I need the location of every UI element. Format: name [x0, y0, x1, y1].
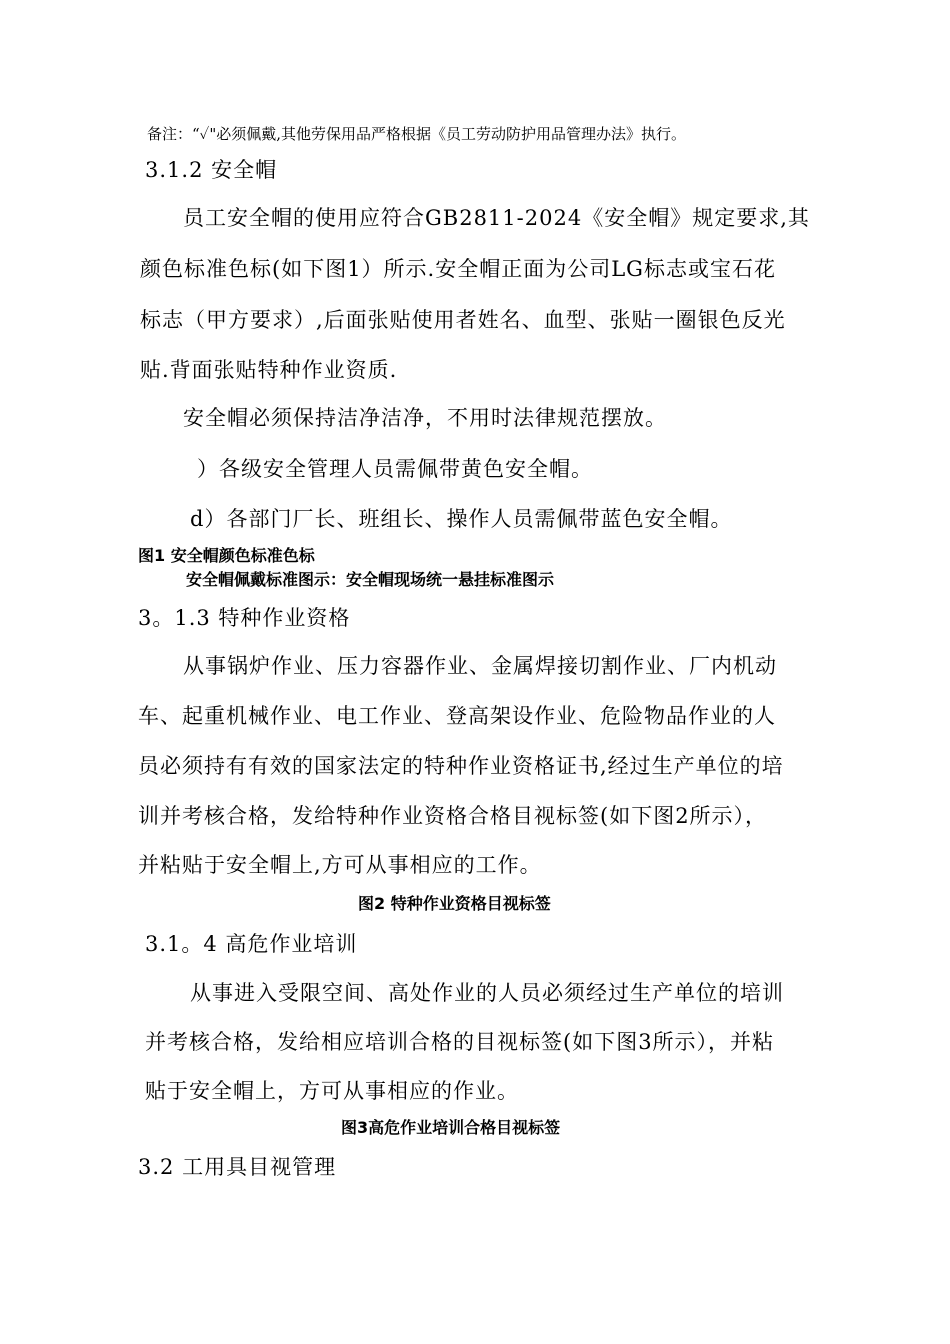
- paragraph-line: 员必须持有有效的国家法定的特种作业资格证书,经过生产单位的培: [138, 754, 784, 778]
- figure-1-subcaption: 安全帽佩戴标准图示：安全帽现场统一悬挂标准图示: [186, 570, 555, 589]
- paragraph-line: 安全帽必须保持洁净洁净，不用时法律规范摆放。: [183, 406, 667, 430]
- section-heading-3-1-2: 3.1.2 安全帽: [145, 158, 278, 182]
- list-item-c: ）各级安全管理人员需佩带黄色安全帽。: [197, 457, 593, 481]
- figure-1-caption: 图1 安全帽颜色标准色标: [138, 546, 315, 565]
- paragraph-line: 贴于安全帽上，方可从事相应的作业。: [145, 1079, 519, 1103]
- paragraph-line: 贴.背面张贴特种作业资质.: [140, 358, 398, 382]
- paragraph-line: 员工安全帽的使用应符合GB2811-2024《安全帽》规定要求,其: [183, 206, 810, 230]
- section-heading-3-2: 3.2 工用具目视管理: [138, 1155, 337, 1179]
- paragraph-line: 从事锅炉作业、压力容器作业、金属焊接切割作业、厂内机动: [183, 654, 777, 678]
- paragraph-line: 并考核合格，发给相应培训合格的目视标签(如下图3所示），并粘: [145, 1030, 775, 1054]
- figure-3-caption: 图3高危作业培训合格目视标签: [341, 1118, 561, 1137]
- paragraph-line: 训并考核合格，发给特种作业资格合格目视标签(如下图2所示），: [138, 804, 768, 828]
- paragraph-line: 并粘贴于安全帽上,方可从事相应的工作。: [138, 853, 542, 877]
- section-heading-3-1-3: 3。1.3 特种作业资格: [138, 606, 351, 630]
- paragraph-line: 标志（甲方要求）,后面张贴使用者姓名、血型、张贴一圈银色反光: [140, 308, 786, 332]
- paragraph-line: 车、起重机械作业、电工作业、登高架设作业、危险物品作业的人: [138, 704, 776, 728]
- figure-2-caption: 图2 特种作业资格目视标签: [358, 894, 551, 913]
- section-heading-3-1-4: 3.1。4 高危作业培训: [145, 932, 358, 956]
- list-item-d: d）各部门厂长、班组长、操作人员需佩带蓝色安全帽。: [190, 507, 733, 531]
- note-text: 备注：“✓"必须佩戴,其他劳保用品严格根据《员工劳动防护用品管理办法》执行。: [147, 125, 687, 143]
- paragraph-line: 颜色标准色标(如下图1）所示.安全帽正面为公司LG标志或宝石花: [140, 257, 776, 281]
- paragraph-line: 从事进入受限空间、高处作业的人员必须经过生产单位的培训: [190, 981, 784, 1005]
